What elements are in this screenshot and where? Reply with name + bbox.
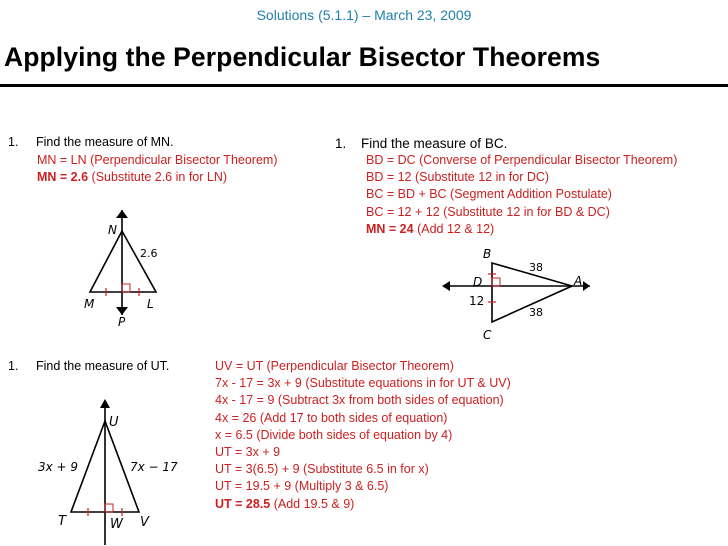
label-a: A bbox=[574, 274, 583, 288]
problem-3-step: UT = 3(6.5) + 9 (Substitute 6.5 in for x) bbox=[215, 462, 429, 477]
problem-3-step: UV = UT (Perpendicular Bisector Theorem) bbox=[215, 359, 454, 373]
problem-3-step: x = 6.5 (Divide both sides of equation by 4) bbox=[215, 427, 453, 442]
triangle-mnl-figure bbox=[70, 200, 200, 328]
problem-1-number: 1. bbox=[8, 135, 19, 149]
problem-1-step: MN = 2.6 (Substitute 2.6 in for LN) bbox=[37, 170, 228, 185]
title-divider bbox=[0, 84, 728, 87]
problem-3-step: 7x - 17 = 3x + 9 (Substitute equations in for UT & UV) bbox=[215, 376, 511, 391]
problem-2-step: BD = DC (Converse of Perpendicular Bisector Theorem) bbox=[366, 153, 678, 167]
label-v: V bbox=[140, 515, 149, 530]
problem-2-step: BC = BD + BC (Segment Addition Postulate) bbox=[366, 187, 612, 202]
label-u: U bbox=[109, 415, 119, 430]
problem-3-step: 4x - 17 = 9 (Subtract 3x from both sides of equation) bbox=[215, 393, 504, 408]
page-title: Applying the Perpendicular Bisector Theorems bbox=[4, 42, 601, 72]
problem-3-text: Find the measure of UT. bbox=[36, 359, 170, 373]
problem-1-steps bbox=[37, 152, 278, 186]
label-m: M bbox=[84, 297, 95, 311]
problem-1-step: MN = LN (Perpendicular Bisector Theorem) bbox=[37, 153, 278, 167]
problem-2-steps bbox=[366, 152, 677, 238]
label-b: B bbox=[483, 247, 492, 261]
label-length-38-top: 38 bbox=[529, 261, 543, 274]
problem-2-step: BD = 12 (Substitute 12 in for DC) bbox=[366, 170, 550, 185]
label-length-12: 12 bbox=[469, 294, 485, 308]
problem-1-question bbox=[8, 135, 174, 149]
problem-3-question bbox=[8, 359, 169, 373]
problem-3-step: UT = 19.5 + 9 (Multiply 3 & 6.5) bbox=[215, 479, 389, 494]
problem-3-step: 4x = 26 (Add 17 to both sides of equation) bbox=[215, 410, 448, 425]
label-length-2-6: 2.6 bbox=[140, 247, 158, 260]
label-w: W bbox=[110, 517, 123, 532]
label-l: L bbox=[147, 297, 154, 311]
label-p: P bbox=[118, 315, 126, 328]
label-t: T bbox=[58, 514, 66, 529]
label-7x-minus-17: 7x − 17 bbox=[130, 460, 178, 474]
problem-2-text: Find the measure of BC. bbox=[361, 136, 508, 151]
problem-2-step: MN = 24 (Add 12 & 12) bbox=[366, 221, 495, 236]
problem-3-step: UT = 28.5 (Add 19.5 & 9) bbox=[215, 496, 355, 511]
label-d: D bbox=[473, 275, 483, 289]
label-length-38-bottom: 38 bbox=[529, 306, 543, 319]
label-3x-plus-9: 3x + 9 bbox=[38, 460, 79, 474]
problem-3-number: 1. bbox=[8, 359, 19, 373]
triangle-tuv-figure bbox=[30, 395, 190, 546]
problem-2-step: BC = 12 + 12 (Substitute 12 in for BD & DC) bbox=[366, 204, 610, 219]
label-c: C bbox=[483, 328, 492, 342]
label-n: N bbox=[108, 223, 117, 237]
problem-3-steps bbox=[215, 358, 511, 513]
problem-1-text: Find the measure of MN. bbox=[36, 135, 174, 149]
problem-3-step: UT = 3x + 9 bbox=[215, 445, 281, 460]
problem-2-number: 1. bbox=[335, 136, 347, 151]
triangle-bca-figure bbox=[440, 240, 615, 344]
header-date: Solutions (5.1.1) – March 23, 2009 bbox=[256, 7, 472, 23]
problem-2-question bbox=[335, 136, 507, 151]
